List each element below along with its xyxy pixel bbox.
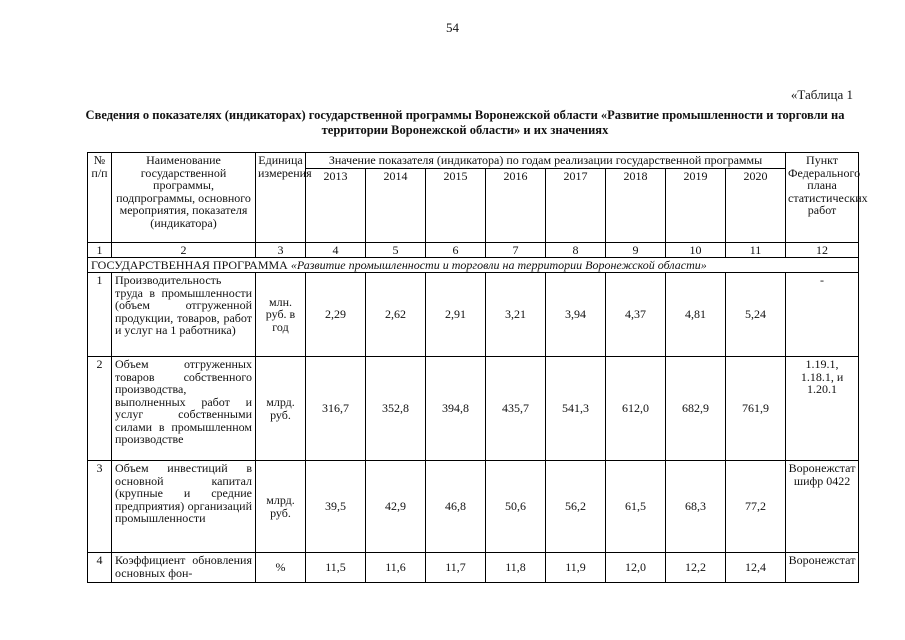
row-value: 61,5: [606, 461, 666, 553]
program-prefix: ГОСУДАРСТВЕННАЯ ПРОГРАММА: [91, 257, 291, 272]
header-ref: Пункт Федерального плана статистических работ: [786, 153, 859, 243]
row-value: 2,91: [426, 273, 486, 357]
header-name: Наименование государственной программы, подпрограммы, основного мероприятия, показателя (индикатора): [112, 153, 256, 243]
row-value: 68,3: [666, 461, 726, 553]
row-value: 12,0: [606, 553, 666, 583]
row-num: 4: [88, 553, 112, 583]
row-value: 56,2: [546, 461, 606, 553]
row-value: 2,62: [366, 273, 426, 357]
row-value: 12,4: [726, 553, 786, 583]
row-value: 11,9: [546, 553, 606, 583]
column-index: 6: [426, 242, 486, 257]
row-value: 11,8: [486, 553, 546, 583]
column-index: 8: [546, 242, 606, 257]
row-name: Производительность труда в промышленности (объем отгруженной продукции, товаров, работ и услуг на 1 работника): [112, 273, 256, 357]
header-year: 2013: [306, 168, 366, 242]
row-ref: -: [786, 273, 859, 357]
program-name: «Развитие промышленности и торговли на территории Воронежской области»: [290, 257, 707, 272]
row-value: 682,9: [666, 357, 726, 461]
header-year: 2016: [486, 168, 546, 242]
row-value: 3,94: [546, 273, 606, 357]
document-title: Сведения о показателях (индикаторах) государственной программы Воронежской области «Развитие промышленности и торговли на территории Воронежской области» и их значениях: [85, 108, 845, 137]
row-value: 46,8: [426, 461, 486, 553]
row-value: 77,2: [726, 461, 786, 553]
header-row-1: [88, 153, 859, 169]
row-value: 3,21: [486, 273, 546, 357]
program-title-cell: [88, 257, 859, 273]
header-year: 2017: [546, 168, 606, 242]
row-name-cell: [112, 553, 256, 583]
column-index: 2: [112, 242, 256, 257]
row-num: 3: [88, 461, 112, 553]
column-index: 12: [786, 242, 859, 257]
table-row: [88, 553, 859, 583]
row-value: 612,0: [606, 357, 666, 461]
header-year: 2015: [426, 168, 486, 242]
program-row: [88, 257, 859, 273]
table-row: [88, 461, 859, 553]
table-row: [88, 357, 859, 461]
row-unit: млрд. руб.: [256, 461, 306, 553]
column-index: 5: [366, 242, 426, 257]
row-value: 5,24: [726, 273, 786, 357]
row-value: 4,81: [666, 273, 726, 357]
row-name: Объем инвестиций в основной капитал (крупные и средние предприятия) организаций промышленности: [112, 461, 256, 553]
column-index: 9: [606, 242, 666, 257]
row-unit: %: [256, 553, 306, 583]
column-index: 11: [726, 242, 786, 257]
header-year: 2020: [726, 168, 786, 242]
header-year: 2014: [366, 168, 426, 242]
row-ref: Воронежстат: [786, 553, 859, 583]
row-value: 316,7: [306, 357, 366, 461]
row-num: 1: [88, 273, 112, 357]
row-value: 42,9: [366, 461, 426, 553]
row-name: Объем отгруженных товаров собственного производства, выполненных работ и услуг собственными силами в промышленном производстве: [112, 357, 256, 461]
column-index: 4: [306, 242, 366, 257]
row-value: 2,29: [306, 273, 366, 357]
header-year: 2019: [666, 168, 726, 242]
column-index: 1: [88, 242, 112, 257]
row-value: 435,7: [486, 357, 546, 461]
column-index: 3: [256, 242, 306, 257]
header-unit: Единица измерения: [256, 153, 306, 243]
row-value: 761,9: [726, 357, 786, 461]
row-value: 352,8: [366, 357, 426, 461]
header-num: № п/п: [88, 153, 112, 243]
row-unit: млн. руб. в год: [256, 273, 306, 357]
column-index-row: [88, 242, 859, 257]
table-row: [88, 273, 859, 357]
row-value: 11,5: [306, 553, 366, 583]
row-ref: 1.19.1, 1.18.1, и 1.20.1: [786, 357, 859, 461]
column-index: 10: [666, 242, 726, 257]
row-name: Коэффициент обновления основных фон-: [115, 553, 252, 580]
row-unit: млрд. руб.: [256, 357, 306, 461]
page-number: 54: [446, 20, 459, 35]
row-num: 2: [88, 357, 112, 461]
header-year: 2018: [606, 168, 666, 242]
row-value: 50,6: [486, 461, 546, 553]
header-values-group: Значение показателя (индикатора) по годам реализации государственной программы: [306, 153, 786, 169]
table-caption: «Таблица 1: [790, 87, 853, 102]
column-index: 7: [486, 242, 546, 257]
row-value: 11,6: [366, 553, 426, 583]
row-value: 12,2: [666, 553, 726, 583]
indicators-table: [87, 152, 868, 583]
row-value: 39,5: [306, 461, 366, 553]
row-value: 394,8: [426, 357, 486, 461]
row-value: 541,3: [546, 357, 606, 461]
row-value: 4,37: [606, 273, 666, 357]
row-ref: Воронежстат шифр 0422: [786, 461, 859, 553]
row-value: 11,7: [426, 553, 486, 583]
